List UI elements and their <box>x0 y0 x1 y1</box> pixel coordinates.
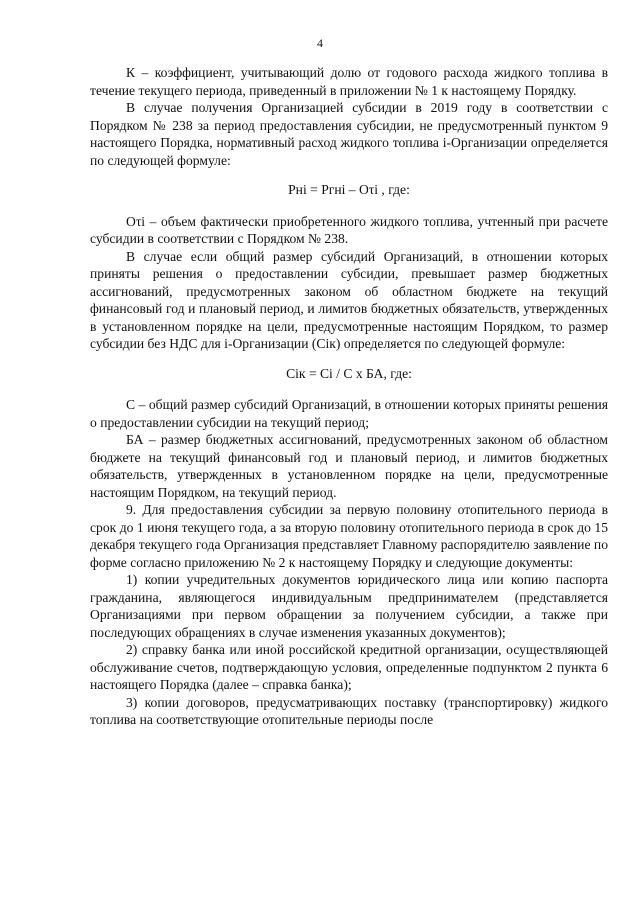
paragraph-ba-definition: БА – размер бюджетных ассигнований, предусмотренных законом об областном бюджете на текущий финансовый год и плановый период, и лимитов бюджетных обязательств, утвержденных в установленном порядке на цели, предусмотренные настоящим Порядком, на текущий период. <box>90 432 608 500</box>
paragraph-item-9: 9. Для предоставления субсидии за первую половину отопительного периода в срок до 1 июня текущего года, а за вторую половину отопительного периода в срок до 15 декабря текущего года Организация представляет Главному распорядителю заявление по форме согласно приложению № 2 к настоящему Порядку и следующие документы: <box>90 502 608 570</box>
paragraph-docs-2: 2) справку банка или иной российской кредитной организации, осуществляющей обслуживание счетов, подтверждающую условия, определенные подпунктом 2 пункта 6 настоящего Порядка (далее – справка банка); <box>90 642 608 692</box>
paragraph-o-definition: Оτi – объем фактически приобретенного жидкого топлива, учтенный при расчете субсидии в соответствии с Порядком № 238. <box>90 213 608 246</box>
paragraph-docs-1: 1) копии учредительных документов юридического лица или копию паспорта гражданина, являющегося индивидуальным предпринимателем (представляется Организациями при первом обращении за получением субсидии, а также при последующих обращениях в случае изменения указанных документов); <box>90 572 608 640</box>
paragraph-2019-subsidy: В случае получения Организацией субсидии в 2019 году в соответствии с Порядком № 238 за период предоставления субсидии, не предусмотренный пунктом 9 настоящего Порядка, нормативный расход жидкого топлива i-Организации определяется по следующей формуле: <box>90 100 608 168</box>
formula-normative-consumption: Рнi = Ргнi – Оτi , где: <box>288 182 410 197</box>
page-number: 4 <box>317 36 323 50</box>
paragraph-k-coefficient: К – коэффициент, учитывающий долю от годового расхода жидкого топлива в течение текущего периода, приведенный в приложении № 1 к настоящему Порядку. <box>90 65 608 98</box>
paragraph-c-definition: С – общий размер субсидий Организаций, в отношении которых приняты решения о предоставлении субсидии на текущий период; <box>90 397 608 430</box>
paragraph-subsidy-limit: В случае если общий размер субсидий Организаций, в отношении которых приняты решения о предоставлении субсидии, превышает размер бюджетных ассигнований, предусмотренных законом об областном бюджете на текущий финансовый год и плановый период, и лимитов бюджетных обязательств, утвержденных в установленном порядке на цели, предусмотренные настоящим Порядком, то размер субсидии без НДС для i-Организации (Сiк) определяется по следующей формуле: <box>90 248 608 351</box>
paragraph-docs-3: 3) копии договоров, предусматривающих поставку (транспортировку) жидкого топлива на соответствующие отопительные периоды после <box>90 694 608 727</box>
document-body <box>90 64 608 729</box>
formula-subsidy-size: Сiк = Сi / С x БА, где: <box>286 365 412 381</box>
